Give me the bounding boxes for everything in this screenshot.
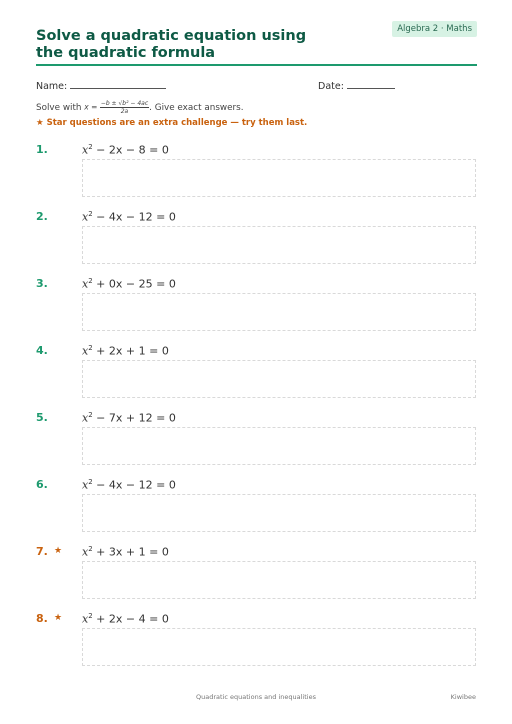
question-equation [82, 612, 169, 626]
equation-variable: x [82, 545, 89, 559]
question-number: 3. [36, 277, 48, 290]
equation-variable: x [82, 143, 89, 157]
answer-box[interactable] [82, 494, 476, 532]
name-line[interactable] [70, 79, 166, 89]
question-number: 5. [36, 411, 48, 424]
answer-box[interactable] [82, 561, 476, 599]
instructions-prefix: Solve with [36, 103, 82, 113]
formula-lhs: x = [84, 102, 98, 112]
footer-brand: Kiwibee [450, 693, 476, 701]
question-number: 6. [36, 478, 48, 491]
equation-terms: + 0x − 25 = 0 [92, 277, 176, 291]
star-icon: ★ [54, 613, 63, 623]
equation-variable: x [82, 210, 89, 224]
equation-terms: − 4x − 12 = 0 [92, 478, 176, 492]
answer-box[interactable] [82, 628, 476, 666]
equation-exponent: 2 [88, 277, 93, 285]
question-equation [82, 277, 176, 291]
quadratic-formula [84, 100, 149, 115]
question-item [0, 478, 512, 545]
question-item [0, 545, 512, 612]
question-item [0, 210, 512, 277]
formula-fraction [100, 100, 149, 115]
equation-exponent: 2 [88, 344, 93, 352]
name-field[interactable] [36, 79, 166, 92]
equation-exponent: 2 [88, 411, 93, 419]
question-equation [82, 545, 169, 559]
page-title: Solve a quadratic equation using the quadratic formula [36, 28, 307, 61]
equation-exponent: 2 [88, 210, 93, 218]
equation-variable: x [82, 612, 89, 626]
equation-terms: − 4x − 12 = 0 [92, 210, 176, 224]
equation-variable: x [82, 277, 89, 291]
question-equation [82, 411, 176, 425]
equation-terms: − 2x − 8 = 0 [92, 143, 169, 157]
equation-exponent: 2 [88, 143, 93, 151]
formula-numerator: −b ± √b² − 4ac [100, 100, 149, 107]
question-equation [82, 344, 169, 358]
instructions [36, 100, 244, 115]
equation-exponent: 2 [88, 478, 93, 486]
question-item [0, 612, 512, 679]
question-number: 1. [36, 143, 48, 156]
equation-variable: x [82, 344, 89, 358]
answer-box[interactable] [82, 360, 476, 398]
equation-exponent: 2 [88, 612, 93, 620]
equation-terms: + 2x − 4 = 0 [92, 612, 169, 626]
answer-box[interactable] [82, 226, 476, 264]
question-item [0, 411, 512, 478]
question-equation [82, 478, 176, 492]
header-divider [36, 64, 477, 66]
answer-box[interactable] [82, 159, 476, 197]
equation-variable: x [82, 411, 89, 425]
equation-terms: − 7x + 12 = 0 [92, 411, 176, 425]
star-icon: ★ [54, 546, 63, 556]
date-field[interactable] [318, 79, 395, 92]
equation-terms: + 3x + 1 = 0 [92, 545, 169, 559]
answer-box[interactable] [82, 293, 476, 331]
question-equation [82, 210, 176, 224]
question-number: 4. [36, 344, 48, 357]
date-label: Date: [318, 81, 344, 92]
instructions-suffix: . Give exact answers. [149, 103, 244, 113]
equation-terms: + 2x + 1 = 0 [92, 344, 169, 358]
question-equation [82, 143, 169, 157]
answer-box[interactable] [82, 427, 476, 465]
footer-topic: Quadratic equations and inequalities [196, 693, 316, 701]
question-item [0, 344, 512, 411]
name-label: Name: [36, 81, 68, 92]
formula-denominator: 2a [120, 108, 129, 115]
subject-badge: Algebra 2 · Maths [392, 21, 477, 37]
question-item [0, 277, 512, 344]
equation-exponent: 2 [88, 545, 93, 553]
star-note: ★ Star questions are an extra challenge — try them last. [36, 118, 308, 128]
question-item [0, 143, 512, 210]
question-number: 8. [36, 612, 48, 625]
equation-variable: x [82, 478, 89, 492]
date-line[interactable] [347, 79, 395, 89]
question-number: 7. [36, 545, 48, 558]
question-number: 2. [36, 210, 48, 223]
